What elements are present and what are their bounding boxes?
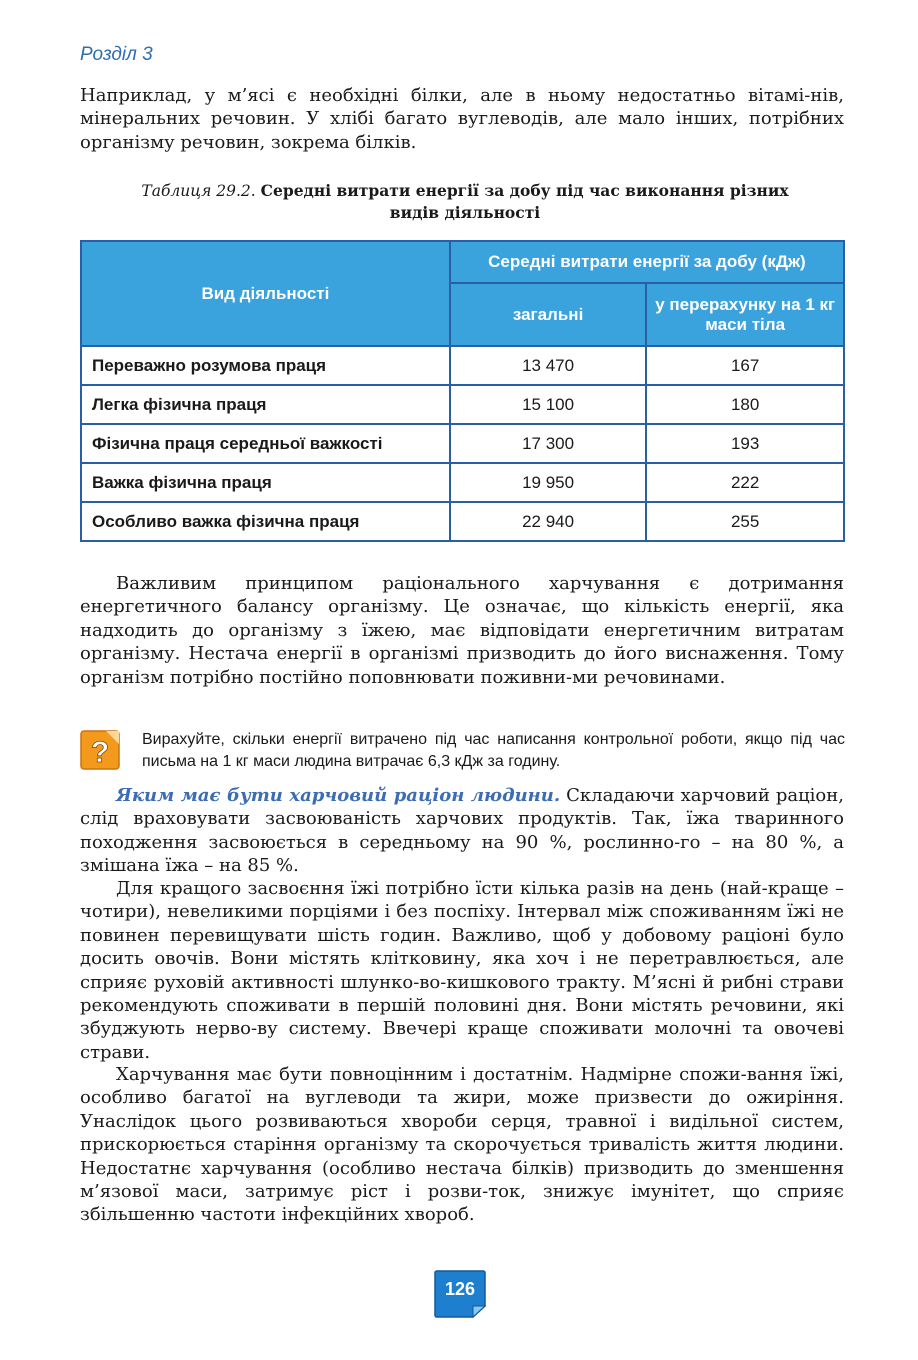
ration-text: Складаючи харчовий раціон, слід враховувати засвоюваність харчових продуктів. Так, їжа тваринного походження засвоюється в середньому на 90 %, рослинно-го – на 80 %, а змішана їжа – на 85 %.	[80, 785, 844, 877]
row-per-kg: 222	[646, 463, 844, 502]
ration-paragraph	[80, 784, 844, 878]
row-activity: Особливо важка фізична праця	[81, 502, 450, 541]
question-icon	[80, 730, 120, 770]
intro-paragraph: Наприклад, у м’ясі є необхідні білки, але в ньому недостатньо вітамі-нів, мінеральних речовин. У хлібі багато вуглеводів, але мало інших, потрібних організму речовин, зокрема білків.	[80, 85, 844, 153]
row-activity: Переважно розумова праця	[81, 346, 450, 385]
table-row	[81, 424, 844, 463]
table-row	[81, 346, 844, 385]
nutrition-paragraph: Харчування має бути повноцінним і достатнім. Надмірне спожи-вання їжі, особливо багатої на вуглеводи та жири, може призвести до ожиріння. Унаслідок цього розвиваються хвороби серця, травної і видільної систем, прискорюється старіння організму та скорочується тривалість життя людини. Недостатнє харчування (особливо нестача білків) призводить до зменшення м’язової маси, затримує ріст і розви-ток, знижує імунітет, що сприяє збільшенню частоти інфекційних хвороб.	[80, 1064, 844, 1226]
header-activity: Вид діяльності	[81, 241, 450, 346]
row-total: 22 940	[450, 502, 646, 541]
table-caption-title: Середні витрати енергії за добу під час виконання різних видів діяльності	[260, 181, 789, 222]
row-total: 15 100	[450, 385, 646, 424]
row-activity: Легка фізична праця	[81, 385, 450, 424]
page-number: 126	[444, 1279, 476, 1299]
row-per-kg: 167	[646, 346, 844, 385]
ration-subheading: Яким має бути харчовий раціон людини.	[116, 785, 561, 806]
row-per-kg: 255	[646, 502, 844, 541]
row-total: 19 950	[450, 463, 646, 502]
table-row	[81, 502, 844, 541]
row-per-kg: 180	[646, 385, 844, 424]
meals-paragraph: Для кращого засвоєння їжі потрібно їсти кілька разів на день (най-краще – чотири), невеликими порціями і без поспіху. Інтервал між споживанням їжі не повинен перевищувати шість годин. Важливо, щоб у добовому раціоні було досить овочів. Вони містять клітковину, яка хоч і не перетравлюється, але сприяє руховій активності шлунко-во-кишкового тракту. М’ясні й рибні страви рекомендують споживати в першій половині дня. Вони містять речовини, які збуджують нерво-ву систему. Ввечері краще споживати молочні та овочеві страви.	[80, 878, 844, 1063]
question-text: Вирахуйте, скільки енергії витрачено під час написання контрольної роботи, якщо під час письма на 1 кг маси людина витрачає 6,3 кДж за годину.	[142, 731, 845, 770]
page-number-badge	[433, 1270, 487, 1318]
row-activity: Фізична праця середньої важкості	[81, 424, 450, 463]
row-total: 17 300	[450, 424, 646, 463]
header-energy-group: Середні витрати енергії за добу (кДж)	[450, 241, 844, 283]
question-icon-glyph: ?	[90, 736, 110, 769]
row-total: 13 470	[450, 346, 646, 385]
table-caption-label: Таблиця 29.2.	[141, 182, 256, 200]
energy-expenditure-table	[80, 240, 845, 542]
table-row	[81, 463, 844, 502]
header-total: загальні	[450, 283, 646, 346]
table-row	[81, 385, 844, 424]
header-per-kg: у перерахунку на 1 кг маси тіла	[646, 283, 844, 346]
balance-paragraph: Важливим принципом раціонального харчування є дотримання енергетичного балансу організму. Це означає, що кількість енергії, яка надходить до організму з їжею, має відповідати енергетичним витратам організму. Нестача енергії в організмі призводить до його виснаження. Тому організм потрібно постійно поповнювати поживни-ми речовинами.	[80, 573, 844, 688]
row-activity: Важка фізична праця	[81, 463, 450, 502]
section-header: Розділ 3	[80, 44, 153, 65]
row-per-kg: 193	[646, 424, 844, 463]
table-caption	[120, 180, 810, 224]
